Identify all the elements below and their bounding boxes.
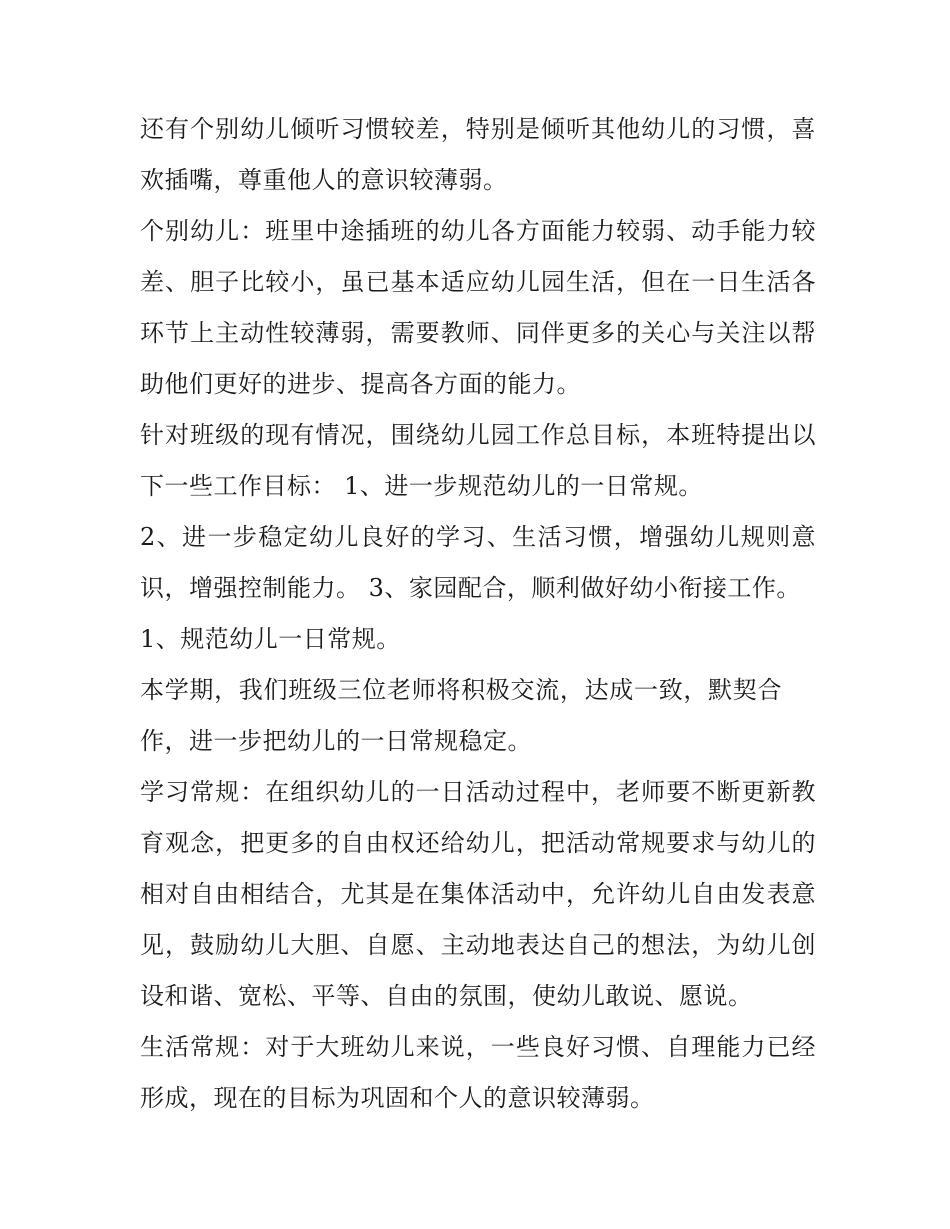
paragraph-listening-habits: 还有个别幼儿倾听习惯较差，特别是倾听其他幼儿的习惯，喜欢插嘴，尊重他人的意识较薄弱。 [140,115,816,194]
paragraph-individual-children: 个别幼儿：班里中途插班的幼儿各方面能力较弱、动手能力较差、胆子比较小，虽已基本适应幼儿园生活，但在一日生活各环节上主动性较薄弱，需要教师、同伴更多的关心与关注以帮助他们更好的进步、提高各方面的能力。 [140,217,816,398]
paragraph-section-heading: 1、规范幼儿一日常规。 [140,625,401,653]
paragraph-life-routine: 生活常规：对于大班幼儿来说，一些良好习惯、自理能力已经形成，现在的目标为巩固和个人的意识较薄弱。 [140,1033,816,1112]
paragraph-teacher-cooperation: 本学期，我们班级三位老师将积极交流，达成一致，默契合作，进一步把幼儿的一日常规稳定。 [140,676,782,755]
document-body [140,104,816,1124]
paragraph-work-goals: 针对班级的现有情况，围绕幼儿园工作总目标，本班特提出以下一些工作目标： 1、进一步规范幼儿的一日常规。 [140,421,816,500]
paragraph-learning-routine: 学习常规：在组织幼儿的一日活动过程中，老师要不断更新教育观念，把更多的自由权还给幼儿，把活动常规要求与幼儿的相对自由相结合，尤其是在集体活动中，允许幼儿自由发表意见，鼓励幼儿大胆、自愿、主动地表达自己的想法，为幼儿创设和谐、宽松、平等、自由的氛围，使幼儿敢说、愿说。 [140,778,816,1010]
paragraph-goals-2-3: 2、进一步稳定幼儿良好的学习、生活习惯，增强幼儿规则意识，增强控制能力。 3、家园配合，顺利做好幼小衔接工作。 [140,523,816,602]
